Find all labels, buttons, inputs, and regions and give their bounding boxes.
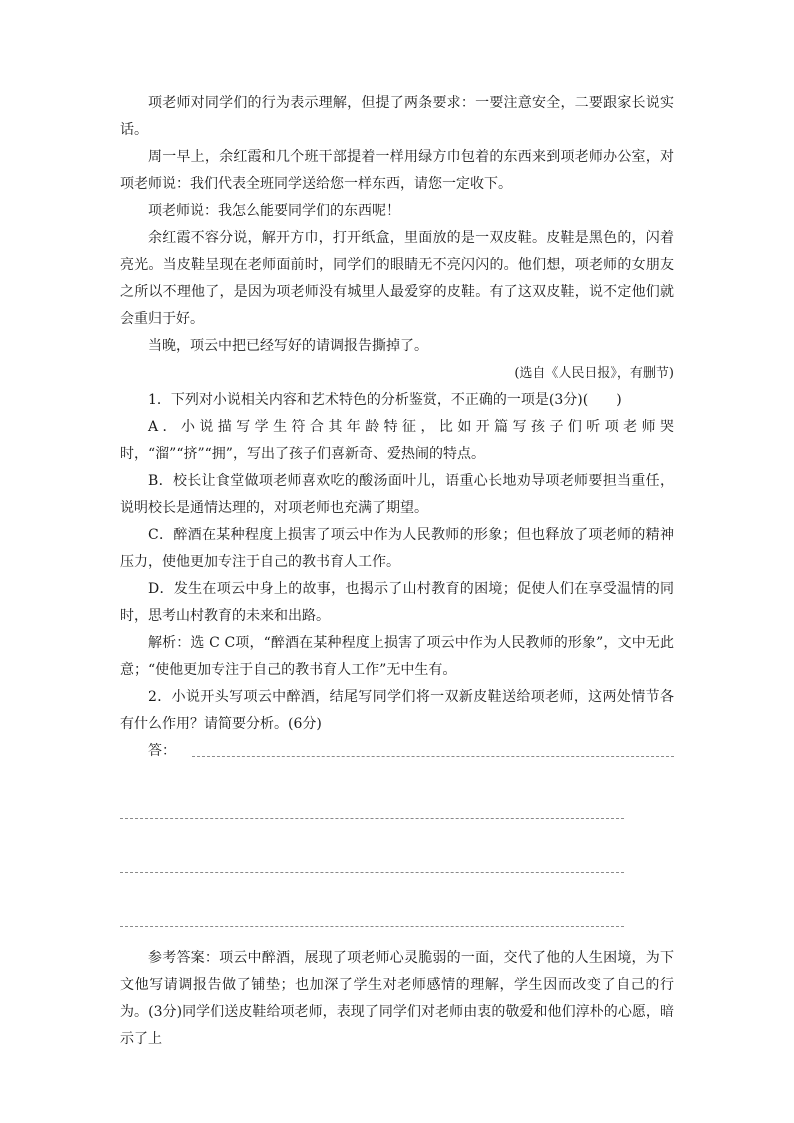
question-1-analysis: 解析：选 C C项，“醉酒在某种程度上损害了项云中作为人民教师的形象”，文中无此意；“使他更加专注于自己的教书育人工作”无中生有。 [120, 635, 674, 678]
story-paragraph-4: 余红霞不容分说，解开方巾，打开纸盒，里面放的是一双皮鞋。皮鞋是黑色的，闪着亮光。当皮鞋呈现在老师面前时，同学们的眼睛无不亮闪闪的。他们想，项老师的女朋友之所以不理他了，是因为项老师没有城里人最爱穿的皮鞋。有了这双皮鞋，说不定他们就会重归于好。 [120, 230, 674, 327]
answer-line [120, 926, 624, 927]
question-1-option-a: A．小说描写学生符合其年龄特征，比如开篇写孩子们听项老师哭时，“溜”“挤”“拥”，写出了孩子们喜新奇、爱热闹的特点。 [120, 419, 674, 462]
question-1-option-c: C．醉酒在某种程度上损害了项云中作为人民教师的形象；但也释放了项老师的精神压力，使他更加专注于自己的教书育人工作。 [120, 527, 674, 570]
answer-label: 答： [148, 743, 176, 759]
story-paragraph-3: 项老师说：我怎么能要同学们的东西呢！ [148, 203, 400, 219]
answer-line [120, 872, 624, 873]
answer-line [192, 756, 674, 757]
question-1-option-b: B．校长让食堂做项老师喜欢吃的酸汤面叶儿，语重心长地劝导项老师要担当重任，说明校长是通情达理的，对项老师也充满了期望。 [120, 473, 674, 516]
reference-answer: 参考答案：项云中醉酒，展现了项老师心灵脆弱的一面，交代了他的人生困境，为下文他写请调报告做了铺垫；也加深了学生对老师感情的理解，学生因而改变了自己的行为。(3分)同学们送皮鞋给项老师，表现了同学们对老师由衷的敬爱和他们淳朴的心愿，暗示了上 [120, 950, 674, 1047]
answer-blank-area[interactable] [120, 765, 674, 945]
story-paragraph-2: 周一早上，余红霞和几个班干部提着一样用绿方巾包着的东西来到项老师办公室，对项老师说：我们代表全班同学送给您一样东西，请您一定收下。 [120, 149, 674, 192]
document-page [120, 90, 674, 1053]
question-1-option-d: D．发生在项云中身上的故事，也揭示了山村教育的困境；促使人们在享受温情的同时，思考山村教育的未来和出路。 [120, 581, 674, 624]
source-citation: (选自《人民日报》，有删节) [514, 366, 674, 381]
story-paragraph-5: 当晚，项云中把已经写好的请调报告撕掉了。 [148, 338, 428, 354]
question-1-stem: 1．下列对小说相关内容和艺术特色的分析鉴赏，不正确的一项是(3分)( ) [148, 392, 622, 408]
answer-row[interactable] [148, 738, 674, 765]
answer-line [120, 818, 624, 819]
story-paragraph-1: 项老师对同学们的行为表示理解，但提了两条要求：一要注意安全，二要跟家长说实话。 [120, 95, 674, 138]
question-2-stem: 2．小说开头写项云中醉酒，结尾写同学们将一双新皮鞋送给项老师，这两处情节各有什么作用？请简要分析。(6分) [120, 689, 674, 732]
